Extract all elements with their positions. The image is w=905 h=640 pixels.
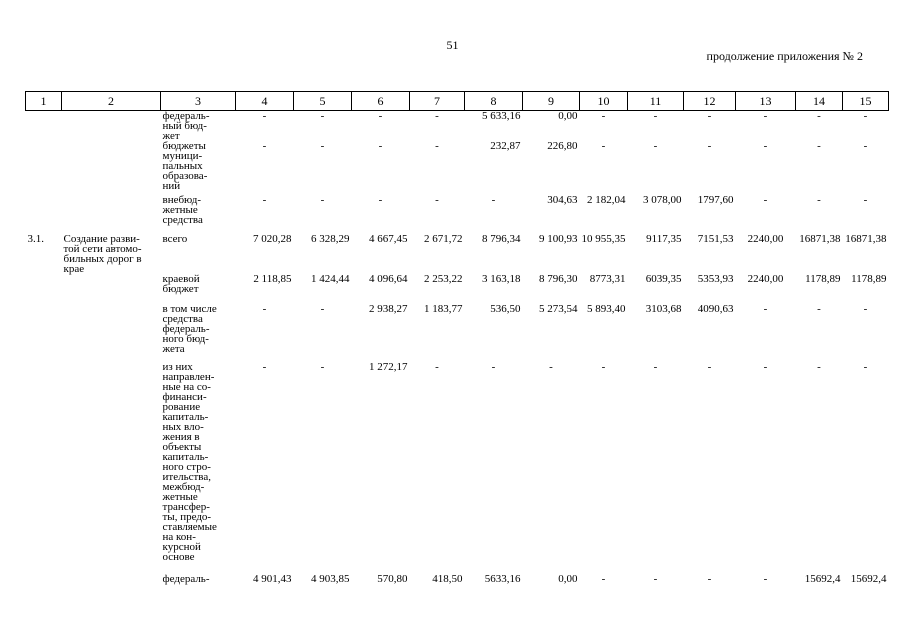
value-cell-col-6: 4 096,64 (369, 273, 408, 285)
budget-table (25, 91, 889, 588)
value-cell-col-4: - (262, 194, 267, 206)
funding-source-cell: из них направлен- ные на со- финанси- рование капиталь- ных вло- жения в объекты капиталь- ного стро- ительства, межбюд- жетные трансфер- ты, предо- ставляемые на кон- курсной основе (162, 361, 217, 563)
value-cell-col-5: 4 903,85 (311, 573, 350, 585)
value-cell-col-14: - (817, 140, 821, 152)
column-header-14: 14 (796, 92, 843, 111)
table-row (26, 141, 889, 195)
value-cell-col-10: 10 955,35 (581, 233, 626, 245)
measure-name-cell: Создание разви- той сети автомо- бильных дорог в крае (63, 233, 142, 275)
measure-name-cell (62, 574, 161, 588)
value-cell-col-5: 1 424,44 (311, 273, 350, 285)
measure-name-cell (62, 304, 161, 362)
measure-name-cell (62, 362, 161, 574)
row-number-cell (26, 111, 62, 142)
value-cell-col-9: - (549, 361, 553, 373)
row-number-cell: 3.1. (27, 233, 44, 245)
value-cell-col-8: - (491, 194, 496, 206)
value-cell-col-12: - (707, 110, 712, 122)
row-number-cell (26, 362, 62, 574)
measure-name-cell (62, 274, 161, 304)
column-header-12: 12 (684, 92, 736, 111)
value-cell-col-7: 2 253,22 (424, 273, 463, 285)
value-cell-col-5: 6 328,29 (311, 233, 350, 245)
column-header-4: 4 (236, 92, 294, 111)
funding-source-cell: бюджеты муници- пальных образова- ний (162, 140, 208, 192)
value-cell-col-7: 1 183,77 (424, 303, 463, 315)
value-cell-col-13: - (763, 303, 768, 315)
measure-name-cell (62, 141, 161, 195)
value-cell-col-11: - (653, 573, 658, 585)
value-cell-col-4: 7 020,28 (253, 233, 292, 245)
value-cell-col-10: - (601, 110, 606, 122)
value-cell-col-6: - (378, 140, 383, 152)
table-row (26, 234, 889, 274)
value-cell-col-7: 418,50 (432, 573, 463, 585)
funding-source-cell: краевой бюджет (162, 273, 200, 295)
value-cell-col-8: 3 163,18 (482, 273, 521, 285)
value-cell-col-7: - (435, 361, 439, 373)
value-cell-col-12: 4090,63 (697, 303, 734, 315)
value-cell-col-15: 15692,4 (850, 573, 887, 585)
table-row (26, 304, 889, 362)
value-cell-col-15: - (863, 194, 868, 206)
value-cell-col-14: - (817, 194, 821, 206)
value-cell-col-10: - (601, 140, 606, 152)
value-cell-col-13: - (763, 194, 768, 206)
value-cell-col-10: 8773,31 (589, 273, 626, 285)
page-number: 51 (446, 38, 459, 52)
table-row (26, 111, 889, 142)
value-cell-col-4: - (262, 140, 267, 152)
value-cell-col-7: 2 671,72 (424, 233, 463, 245)
value-cell-col-11: 9117,35 (646, 233, 682, 245)
column-header-5: 5 (294, 92, 352, 111)
continuation-note: продолжение приложения № 2 (706, 49, 863, 63)
value-cell-col-15: - (863, 303, 868, 315)
row-number-cell (26, 304, 62, 362)
value-cell-col-14: 16871,38 (799, 233, 841, 245)
funding-source-cell: всего (162, 233, 188, 245)
value-cell-col-5: - (320, 140, 325, 152)
value-cell-col-15: - (863, 110, 868, 122)
value-cell-col-11: - (653, 140, 658, 152)
value-cell-col-4: 4 901,43 (253, 573, 292, 585)
table-row (26, 195, 889, 234)
table-row (26, 574, 889, 588)
value-cell-col-7: - (435, 110, 439, 122)
value-cell-col-6: 4 667,45 (369, 233, 408, 245)
value-cell-col-12: - (707, 361, 712, 373)
column-header-7: 7 (410, 92, 465, 111)
column-header-13: 13 (736, 92, 796, 111)
value-cell-col-13: - (763, 361, 768, 373)
value-cell-col-8: 232,87 (490, 140, 521, 152)
value-cell-col-14: 1178,89 (805, 273, 841, 285)
column-header-9: 9 (523, 92, 580, 111)
column-header-3: 3 (161, 92, 236, 111)
value-cell-col-12: 7151,53 (697, 233, 734, 245)
value-cell-col-13: 2240,00 (747, 273, 784, 285)
column-header-1: 1 (26, 92, 62, 111)
value-cell-col-12: - (707, 140, 712, 152)
value-cell-col-9: 0,00 (558, 110, 578, 122)
row-number-cell (26, 574, 62, 588)
value-cell-col-13: - (763, 140, 768, 152)
value-cell-col-15: 16871,38 (845, 233, 887, 245)
row-number-cell (26, 274, 62, 304)
value-cell-col-10: 2 182,04 (587, 194, 626, 206)
value-cell-col-14: - (817, 110, 821, 122)
value-cell-col-8: - (491, 361, 496, 373)
value-cell-col-4: - (262, 361, 267, 373)
value-cell-col-5: - (320, 194, 325, 206)
value-cell-col-8: 5633,16 (484, 573, 521, 585)
value-cell-col-9: 226,80 (547, 140, 578, 152)
funding-source-cell: в том числе средства федераль- ного бюд- жета (162, 303, 217, 355)
row-number-cell (26, 195, 62, 234)
column-header-11: 11 (628, 92, 684, 111)
column-header-10: 10 (580, 92, 628, 111)
value-cell-col-10: - (601, 573, 606, 585)
funding-source-cell: федераль- ный бюд- жет (162, 110, 210, 142)
value-cell-col-6: 570,80 (377, 573, 408, 585)
value-cell-col-11: 3 078,00 (643, 194, 682, 206)
measure-name-cell (62, 111, 161, 142)
measure-name-cell (62, 195, 161, 234)
row-number-cell (26, 141, 62, 195)
column-header-6: 6 (352, 92, 410, 111)
column-header-2: 2 (62, 92, 161, 111)
value-cell-col-15: 1178,89 (851, 273, 887, 285)
funding-source-cell: федераль- (162, 573, 210, 585)
value-cell-col-15: - (863, 361, 868, 373)
value-cell-col-4: - (262, 110, 267, 122)
value-cell-col-14: 15692,4 (804, 573, 841, 585)
value-cell-col-4: 2 118,85 (253, 273, 292, 285)
value-cell-col-14: - (817, 303, 821, 315)
value-cell-col-12: 1797,60 (697, 194, 734, 206)
value-cell-col-9: 0,00 (558, 573, 578, 585)
value-cell-col-10: 5 893,40 (587, 303, 626, 315)
value-cell-col-6: - (378, 110, 383, 122)
value-cell-col-11: - (653, 110, 658, 122)
value-cell-col-4: - (262, 303, 267, 315)
value-cell-col-5: - (320, 110, 325, 122)
value-cell-col-12: - (707, 573, 712, 585)
table-row (26, 362, 889, 574)
value-cell-col-8: 536,50 (490, 303, 521, 315)
value-cell-col-13: - (763, 110, 768, 122)
value-cell-col-11: 3103,68 (645, 303, 682, 315)
value-cell-col-11: - (653, 361, 658, 373)
column-header-8: 8 (465, 92, 523, 111)
value-cell-col-11: 6039,35 (645, 273, 682, 285)
value-cell-col-6: 2 938,27 (369, 303, 408, 315)
value-cell-col-10: - (601, 361, 606, 373)
value-cell-col-6: 1 272,17 (369, 361, 408, 373)
value-cell-col-7: - (435, 140, 439, 152)
value-cell-col-15: - (863, 140, 868, 152)
value-cell-col-14: - (817, 361, 821, 373)
funding-source-cell: внебюд- жетные средства (162, 194, 203, 226)
value-cell-col-13: 2240,00 (747, 233, 784, 245)
header-row (26, 92, 889, 111)
value-cell-col-9: 9 100,93 (539, 233, 578, 245)
table-row (26, 274, 889, 304)
value-cell-col-13: - (763, 573, 768, 585)
value-cell-col-5: - (320, 303, 325, 315)
value-cell-col-12: 5353,93 (697, 273, 734, 285)
value-cell-col-8: 8 796,34 (482, 233, 521, 245)
value-cell-col-7: - (435, 194, 439, 206)
value-cell-col-9: 304,63 (547, 194, 578, 206)
value-cell-col-6: - (378, 194, 383, 206)
value-cell-col-8: 5 633,16 (482, 110, 521, 122)
value-cell-col-9: 5 273,54 (539, 303, 578, 315)
value-cell-col-5: - (320, 361, 325, 373)
column-header-15: 15 (843, 92, 889, 111)
value-cell-col-9: 8 796,30 (539, 273, 578, 285)
